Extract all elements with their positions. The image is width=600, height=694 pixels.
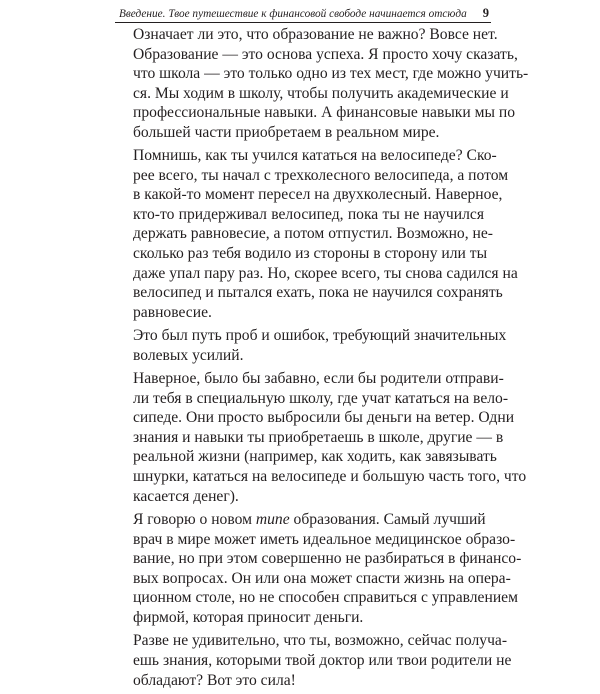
- text-line: волевых усилий.: [133, 346, 244, 364]
- text-line: знания и навыки ты приобретаешь в школе, другие — в: [133, 428, 504, 446]
- text-line: ционном столе, но не способен справиться с управлением: [133, 589, 518, 607]
- paragraph-1: [118, 25, 529, 142]
- text-line: велосипед и пытался ехать, пока не научился сохранять: [133, 284, 503, 302]
- text-line: Означает ли это, что образование не важно? Вовсе нет.: [133, 26, 498, 43]
- running-head: [115, 6, 491, 23]
- text-fragment: Я говорю о новом: [133, 511, 256, 529]
- text-line: ешь знания, которыми твой доктор или твои родители не: [133, 651, 512, 669]
- text-line: обладают? Вот это сила!: [133, 671, 296, 689]
- paragraph-2: [118, 146, 518, 322]
- text-line: Образование — это основа успеха. Я просто хочу сказать,: [133, 45, 518, 63]
- paragraph-5: [118, 510, 522, 627]
- text-line: касается денег).: [133, 487, 239, 505]
- text-line: равновесие.: [133, 303, 212, 321]
- paragraph-6: [118, 631, 512, 690]
- text-line: профессиональные навыки. А финансовые навыки мы по: [133, 104, 516, 122]
- paragraph-4: [118, 369, 527, 506]
- text-line: кто-то придерживал велосипед, пока ты не научился: [133, 205, 484, 223]
- page-number: 9: [482, 6, 489, 20]
- text-line: Это был путь проб и ошибок, требующий значительных: [133, 327, 507, 345]
- text-line: большей части приобретаем в реальном мире.: [133, 123, 440, 141]
- text-line: ся. Мы ходим в школу, чтобы получить академические и: [133, 84, 509, 102]
- text-line: вых вопросах. Он или она может спасти жизнь на опера-: [133, 569, 511, 587]
- text-line: вание, но при этом совершенно не разбираться в финансо-: [133, 550, 522, 568]
- text-line: в какой-то момент пересел на двухколесный. Наверное,: [133, 186, 503, 204]
- paragraph-3: [118, 326, 507, 365]
- text-line: [118, 510, 484, 530]
- text-line: что школа — это только одно из тех мест, где можно учить-: [133, 65, 529, 83]
- text-line: шнурки, кататься на велосипеде и большую часть того, что: [133, 468, 527, 486]
- text-line: рее всего, ты начал с трехколесного велосипеда, а потом: [133, 166, 509, 184]
- text-line: держать равновесие, а потом отпустил. Возможно, не-: [133, 225, 493, 243]
- text-fragment: образования. Самый лучший: [289, 511, 486, 529]
- text-line: Помнишь, как ты учился кататься на велосипеде? Ско-: [133, 147, 497, 165]
- text-line: реальной жизни (например, как ходить, как завязывать: [133, 448, 497, 466]
- text-line: сипеде. Они просто выбросили бы деньги на ветер. Одни: [133, 409, 515, 427]
- running-head-title: Введение. Твое путешествие к финансовой свободе начинается отсюда: [119, 8, 467, 20]
- body-text: [118, 25, 529, 694]
- text-line: врач в мире может иметь идеальное медицинское образо-: [133, 530, 516, 548]
- text-line: фирмой, которая приносит деньги.: [133, 608, 364, 626]
- emphasis-text: типе: [255, 511, 290, 529]
- text-line: Наверное, было бы забавно, если бы родители отправи-: [133, 370, 504, 388]
- text-line: даже упал пару раз. Но, скорее всего, ты снова садился на: [133, 264, 518, 282]
- text-line: сколько раз тебя водило из стороны в сторону или ты: [133, 245, 488, 263]
- text-line: ли тебя в специальную школу, где учат кататься на вело-: [133, 389, 509, 407]
- text-line: Разве не удивительно, что ты, возможно, сейчас получа-: [133, 632, 508, 650]
